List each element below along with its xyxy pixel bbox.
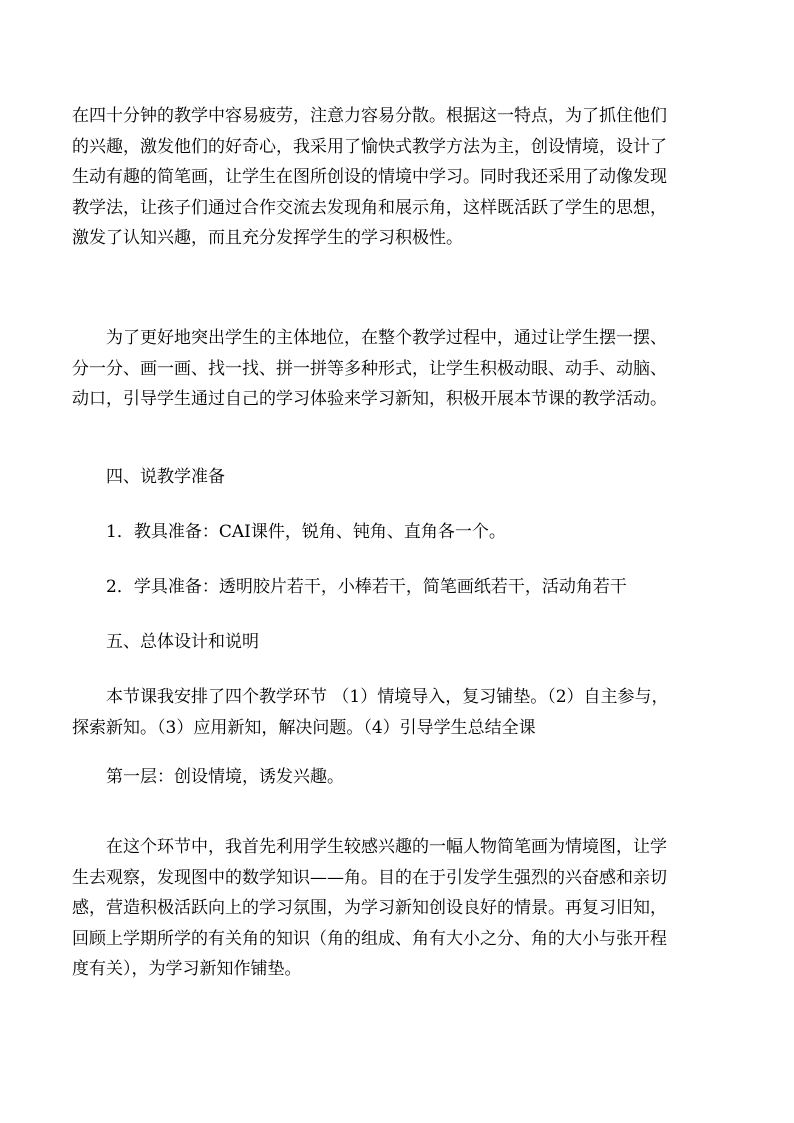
text-line: 2．学具准备：透明胶片若干，小棒若干，简笔画纸若干，活动角若干 xyxy=(72,577,627,597)
text-line: 五、总体设计和说明 xyxy=(72,632,259,652)
text-line: 在四十分钟的教学中容易疲劳，注意力容易分散。根据这一特点，为了抓住他们 xyxy=(72,106,667,126)
text-line: 四、说教学准备 xyxy=(72,467,225,487)
subheading-first-layer xyxy=(72,762,724,793)
paragraph-student-centered xyxy=(72,323,724,415)
paragraph-first-step-detail xyxy=(72,832,724,985)
text-line: 第一层：创设情境，诱发兴趣。 xyxy=(72,767,344,787)
section-heading-overall-design xyxy=(72,627,724,658)
text-line: 激发了认知兴趣，而且充分发挥学生的学习积极性。 xyxy=(72,228,463,248)
text-line: 生去观察，发现图中的数学知识——角。目的在于引发学生强烈的兴奋感和亲切 xyxy=(72,867,667,888)
text-line: 回顾上学期所学的有关角的知识（角的组成、角有大小之分、角的大小与张开程 xyxy=(72,928,667,949)
list-item-learning-aids xyxy=(72,572,724,603)
text-line: 为了更好地突出学生的主体地位，在整个教学过程中，通过让学生摆一摆、 xyxy=(72,328,667,348)
text-line: 度有关），为学习新知作铺垫。 xyxy=(72,959,302,979)
text-line: 在这个环节中，我首先利用学生较感兴趣的一幅人物简笔画为情境图，让学 xyxy=(72,837,667,857)
paragraph-teaching-steps xyxy=(72,682,724,743)
paragraph-teaching-method xyxy=(72,101,724,254)
text-line: 生动有趣的简笔画，让学生在图所创设的情境中学习。同时我还采用了动像发现 xyxy=(72,167,667,187)
text-line: 的兴趣，激发他们的好奇心，我采用了愉快式教学方法为主，创设情境，设计了 xyxy=(72,136,667,157)
section-heading-preparation xyxy=(72,462,724,493)
text-line: 1．教具准备：CAI课件，锐角、钝角、直角各一个。 xyxy=(72,522,506,542)
text-line: 本节课我安排了四个教学环节 （1）情境导入，复习铺垫。（2）自主参与， xyxy=(72,687,669,707)
text-line: 探索新知。（3）应用新知，解决问题。（4）引导学生总结全课 xyxy=(72,717,536,738)
text-line: 分一分、画一画、找一找、拼一拼等多种形式，让学生积极动眼、动手、动脑、 xyxy=(72,358,667,379)
list-item-teaching-aids xyxy=(72,517,724,548)
text-line: 动口，引导学生通过自己的学习体验来学习新知，积极开展本节课的教学活动。 xyxy=(72,389,667,409)
text-line: 感，营造积极活跃向上的学习氛围，为学习新知创设良好的情景。再复习旧知， xyxy=(72,898,667,918)
text-line: 教学法，让孩子们通过合作交流去发现角和展示角，这样既活跃了学生的思想， xyxy=(72,197,667,218)
